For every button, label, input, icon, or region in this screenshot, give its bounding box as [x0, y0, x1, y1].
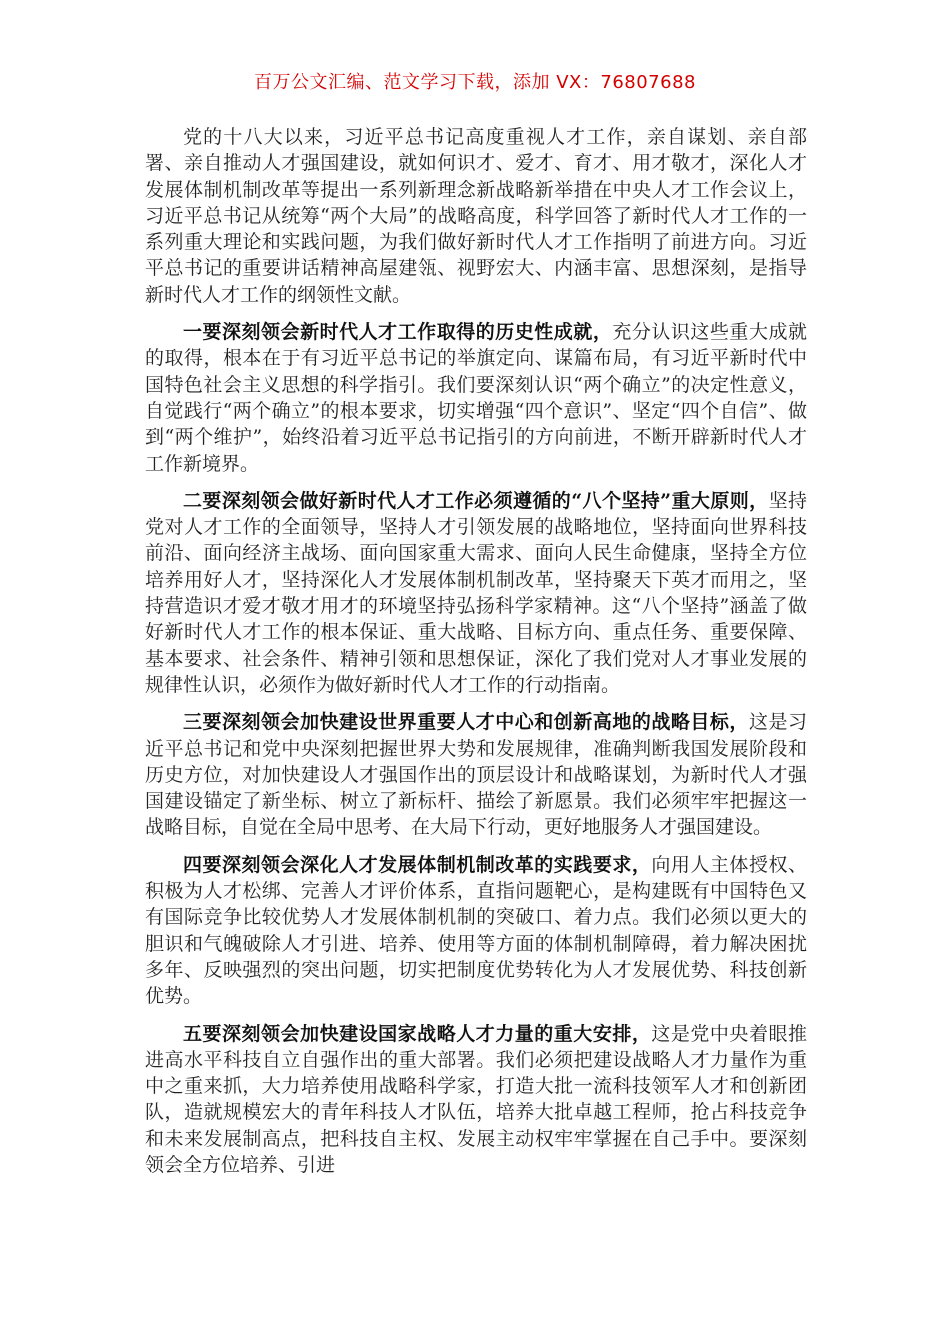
paragraph-5 — [145, 1021, 807, 1179]
paragraph-text: 这是习近平总书记和党中央深刻把握世界大势和发展规律，准确判断我国发展阶段和历史方位，对加快建设人才强国作出的顶层设计和战略谋划，为新时代人才强国建设锚定了新坐标、树立了新标杆、描绘了新愿景。我们必须牢牢把握这一战略目标，自觉在全局中思考、在大局下行动，更好地服务人才强国建设。 — [145, 711, 807, 839]
paragraph-text: 向用人主体授权、积极为人才松绑、完善人才评价体系，直指问题靶心，是构建既有中国特色又有国际竞争比较优势人才发展体制机制的突破口、着力点。我们必须以更大的胆识和气魄破除人才引进、培养、使用等方面的体制机制障碍，着力解决困扰多年、反映强烈的突出问题，切实把制度优势转化为人才发展优势、科技创新优势。 — [145, 853, 807, 1008]
paragraph-lead: 一要深刻领会新时代人才工作取得的历史性成就， — [183, 321, 613, 344]
paragraph-text: 党的十八大以来，习近平总书记高度重视人才工作，亲自谋划、亲自部署、亲自推动人才强国建设，就如何识才、爱才、育才、用才敬才，深化人才发展体制机制改革等提出一系列新理念新战略新举措在中央人才工作会议上，习近平总书记从统筹“两个大局”的战略高度，科学回答了新时代人才工作的一系列重大理论和实践问题，为我们做好新时代人才工作指明了前进方向。习近平总书记的重要讲话精神高屋建瓴、视野宏大、内涵丰富、思想深刻，是指导新时代人才工作的纲领性文献。 — [145, 126, 807, 306]
paragraph-4 — [145, 852, 807, 1010]
paragraph-intro — [145, 124, 807, 308]
paragraph-lead: 三要深刻领会加快建设世界重要人才中心和创新高地的战略目标， — [183, 711, 749, 734]
paragraph-lead: 二要深刻领会做好新时代人才工作必须遵循的“八个坚持”重大原则， — [183, 489, 769, 512]
paragraph-1 — [145, 319, 807, 477]
paragraph-3 — [145, 709, 807, 840]
paragraph-text: 充分认识这些重大成就的取得，根本在于有习近平总书记的举旗定向、谋篇布局，有习近平新时代中国特色社会主义思想的科学指引。我们要深刻认识“两个确立”的决定性意义，自觉践行“两个确立”的根本要求，切实增强“四个意识”、坚定“四个自信”、做到“两个维护”，始终沿着习近平总书记指引的方向前进，不断开辟新时代人才工作新境界。 — [145, 321, 807, 475]
paragraph-2 — [145, 488, 807, 698]
document-body — [145, 124, 807, 1189]
paragraph-text: 这是党中央着眼推进高水平科技自立自强作出的重大部署。我们必须把建设战略人才力量作为重中之重来抓，大力培养使用战略科学家，打造大批一流科技领军人才和创新团队，造就规模宏大的青年科技人才队伍，培养大批卓越工程师，抢占科技竞争和未来发展制高点，把科技自主权、发展主动权牢牢掌握在自己手中。要深刻领会全方位培养、引进 — [145, 1022, 807, 1176]
paragraph-text: 坚持党对人才工作的全面领导，坚持人才引领发展的战略地位，坚持面向世界科技前沿、面向经济主战场、面向国家重大需求、面向人民生命健康，坚持全方位培养用好人才，坚持深化人才发展体制机制改革，坚持聚天下英才而用之，坚持营造识才爱才敬才用才的环境坚持弘扬科学家精神。这“八个坚持”涵盖了做好新时代人才工作的根本保证、重大战略、目标方向、重点任务、重要保障、基本要求、社会条件、精神引领和思想保证，深化了我们党对人才事业发展的规律性认识，必须作为做好新时代人才工作的行动指南。 — [145, 489, 807, 696]
paragraph-lead: 五要深刻领会加快建设国家战略人才力量的重大安排， — [183, 1022, 652, 1045]
paragraph-lead: 四要深刻领会深化人才发展体制机制改革的实践要求， — [183, 853, 652, 876]
header-banner: 百万公文汇编、范文学习下载，添加 VX：76807688 — [254, 72, 696, 93]
